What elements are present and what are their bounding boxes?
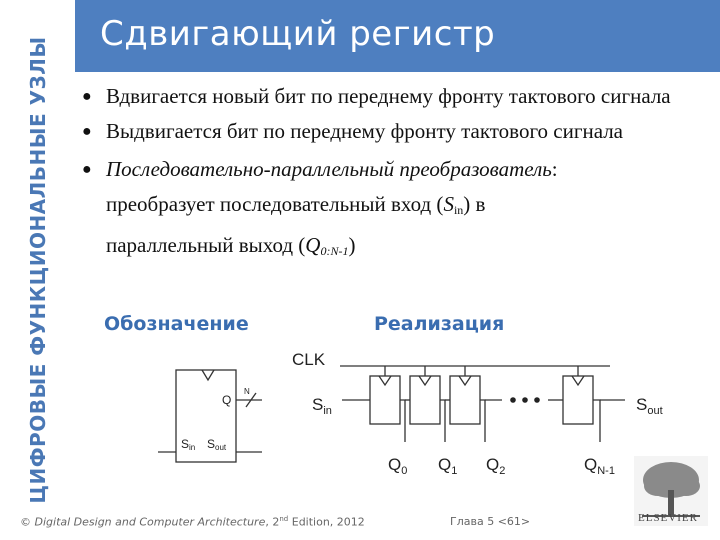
ellipsis-icon	[510, 397, 540, 403]
copyright-symbol: ©	[20, 515, 31, 529]
side-title: ЦИФРОВЫЕ ФУНКЦИОНАЛЬНЫЕ УЗЛЫ	[26, 36, 50, 504]
symbol-q-label: Q	[222, 393, 232, 407]
bullet-text: ) в	[463, 192, 486, 216]
bullet-text: Вдвигается новый бит по переднему фронту тактового сигнала	[106, 84, 671, 108]
flip-flop-n	[563, 376, 593, 424]
q0-wire	[400, 400, 405, 442]
footer-citation	[20, 515, 365, 529]
q2-label: $Q_2$	[486, 455, 506, 477]
edition-text: , 2	[265, 515, 280, 529]
clock-triangle-0	[379, 376, 391, 385]
symbol-s-in-label: Sin	[181, 437, 196, 452]
bullet-term: Последовательно-параллельный преобразователь	[106, 157, 552, 181]
symbol-s-out-label: Sout	[207, 437, 227, 452]
edition-sup: nd	[279, 515, 289, 523]
symbol-n-label: N	[244, 387, 250, 396]
page-number: Глава 5 <61>	[450, 515, 531, 528]
clock-triangle	[202, 370, 214, 380]
elsevier-logo-text: ELSEVIER	[638, 512, 698, 524]
s-out-label: $S_{out}$	[636, 395, 663, 417]
q1-label: $Q_1$	[438, 455, 458, 477]
flip-flop-2	[450, 376, 480, 424]
symbol-s: S	[443, 192, 454, 216]
qn-wire	[593, 400, 600, 442]
bullet-dot-icon: ●	[82, 123, 92, 140]
section-implementation-heading: Реализация	[374, 313, 505, 335]
q1-wire	[440, 400, 445, 442]
section-symbol-heading: Обозначение	[104, 313, 249, 335]
flip-flop-1	[410, 376, 440, 424]
q2-wire	[480, 400, 485, 442]
bullet-text: параллельный выход (	[106, 233, 306, 257]
symbol-q: Q	[305, 233, 321, 257]
bullet-dot-icon: ●	[82, 161, 92, 178]
s-in-label: $S_{in}$	[312, 395, 332, 417]
qn-label: $Q_{N-1}$	[584, 455, 615, 477]
q0-label: $Q_0$	[388, 455, 408, 477]
flip-flop-0	[370, 376, 400, 424]
clock-triangle-n	[572, 376, 584, 385]
bullet-text: :	[551, 157, 558, 181]
edition-text: Edition, 2012	[288, 515, 365, 529]
slide-title: Сдвигающий регистр	[100, 14, 496, 54]
bullet-text: )	[348, 233, 356, 257]
clock-triangle-1	[419, 376, 431, 385]
book-title: Digital Design and Computer Architecture	[34, 515, 266, 529]
bullet-dot-icon: ●	[82, 88, 92, 105]
shift-register-implementation	[340, 366, 625, 442]
subscript: 0:N-1	[320, 244, 349, 258]
bullet-text: Выдвигается бит по переднему фронту тактового сигнала	[106, 119, 624, 143]
bullet-text: преобразует последовательный вход (	[106, 192, 444, 216]
subscript: in	[453, 203, 464, 217]
clock-triangle-2	[459, 376, 471, 385]
clk-label: CLK	[292, 350, 326, 369]
